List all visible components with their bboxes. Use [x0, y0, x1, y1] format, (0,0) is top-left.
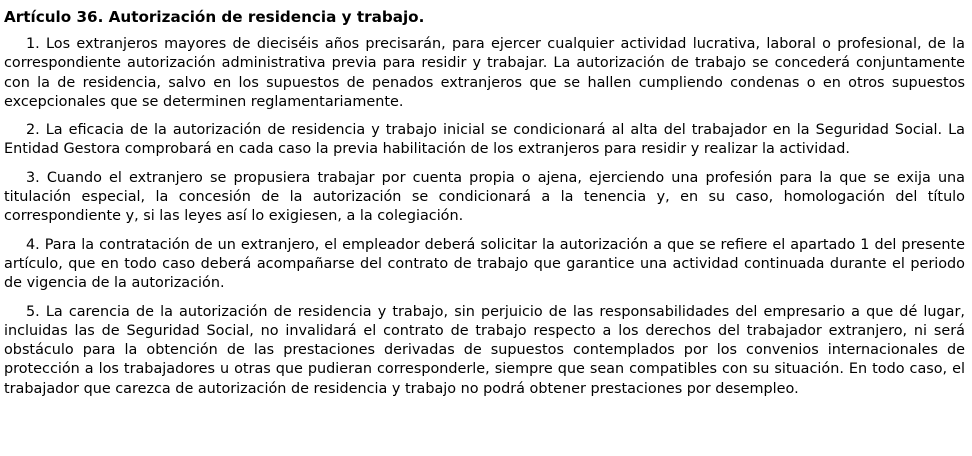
article-paragraph-4: 4. Para la contratación de un extranjero, el empleador deberá solicitar la autorización a que se refiere el apartado 1 del presente artículo, que en todo caso deberá acompañarse del contrato de trabajo que garantice una actividad continuada durante el periodo de vigencia de la autorización. [4, 236, 965, 292]
article-paragraph-1: 1. Los extranjeros mayores de dieciséis años precisarán, para ejercer cualquier actividad lucrativa, laboral o profesional, de la correspondiente autorización administrativa previa para residir y trabajar. La autorización de trabajo se concederá conjuntamente con la de residencia, salvo en los supuestos de penados extranjeros que se hallen cumpliendo condenas o en otros supuestos excepcionales que se determinen reglamentariamente. [4, 36, 965, 110]
article-paragraph-3: 3. Cuando el extranjero se propusiera trabajar por cuenta propia o ajena, ejerciendo una profesión para la que se exija una titulación especial, la concesión de la autorización se condicionará a la tenencia y, en su caso, homologación del título correspondiente y, si las leyes así lo exigiesen, a la colegiación. [4, 169, 965, 225]
article-title: Artículo 36. Autorización de residencia y trabajo. [4, 8, 425, 26]
article-paragraph-2: 2. La eficacia de la autorización de residencia y trabajo inicial se condicionará al alta del trabajador en la Seguridad Social. La Entidad Gestora comprobará en cada caso la previa habilitación de los extranjeros para residir y realizar la actividad. [4, 122, 965, 158]
article-paragraph-5: 5. La carencia de la autorización de residencia y trabajo, sin perjuicio de las responsabilidades del empresario a que dé lugar, incluidas las de Seguridad Social, no invalidará el contrato de trabajo respecto a los derechos del trabajador extranjero, ni será obstáculo para la obtención de las prestaciones derivadas de supuestos contemplados por los convenios internacionales de protección a los trabajadores u otras que pudieran corresponderle, siempre que sean compatibles con su situación. En todo caso, el trabajador que carezca de autorización de residencia y trabajo no podrá obtener prestaciones por desempleo. [4, 303, 965, 397]
